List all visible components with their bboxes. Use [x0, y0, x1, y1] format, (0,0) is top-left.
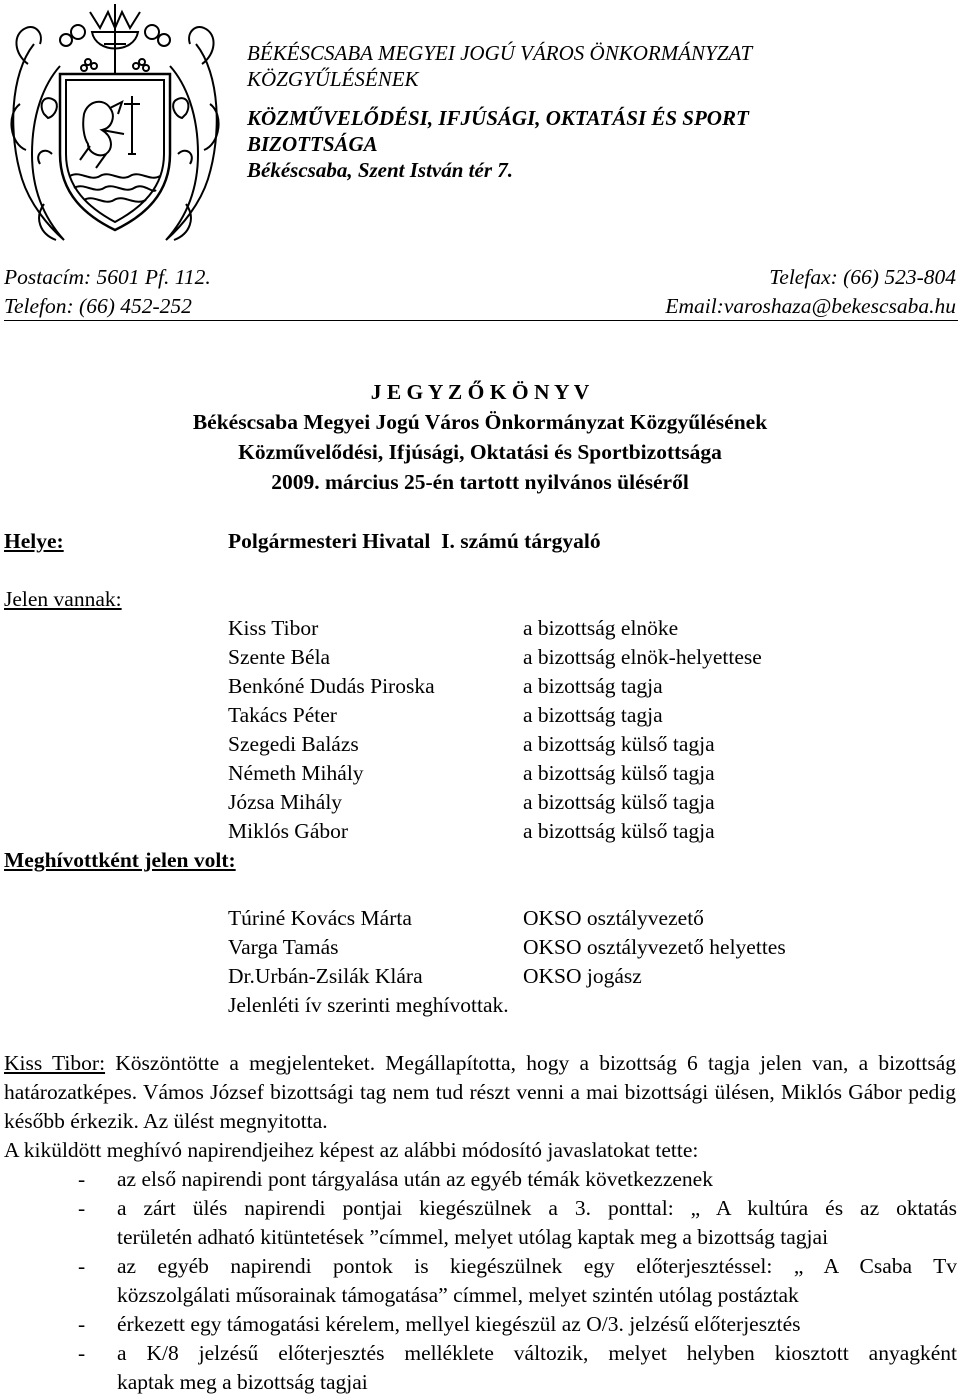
header-line-5: Békéscsaba, Szent István tér 7. — [247, 158, 514, 182]
opening-paragraph — [4, 1049, 956, 1136]
proposal-item: érkezett egy támogatási kérelem, mellyel kiegészül az O/3. jelzésű előterjesztés — [117, 1312, 801, 1336]
member-name: Benkóné Dudás Piroska — [228, 674, 435, 698]
member-role: a bizottság elnök-helyettese — [523, 645, 762, 669]
header-line-1: BÉKÉSCSABA MEGYEI JOGÚ VÁROS ÖNKORMÁNYZAT — [247, 41, 753, 65]
member-role: a bizottság külső tagja — [523, 732, 715, 756]
header-divider — [4, 320, 958, 321]
title-line-2: Békéscsaba Megyei Jogú Város Önkormányzat Közgyűlésének — [192, 410, 768, 434]
proposals-intro: A kiküldött meghívó napirendjeihez képest az alábbi módosító javaslatokat tette: — [4, 1138, 699, 1162]
proposal-item: az első napirendi pont tárgyalása után az egyéb témák következzenek — [117, 1167, 713, 1191]
proposal-item: a zárt ülés napirendi pontjai kiegészülnek a 3. ponttal: „ A kultúra és az oktatás területén adható kitüntetések ”címmel, melyet utólag kaptak meg a bizottság tagjai — [117, 1196, 957, 1249]
coat-of-arms-logo — [4, 4, 226, 252]
bullet-dash: - — [78, 1167, 86, 1191]
phone-number: Telefon: (66) 452-252 — [4, 294, 192, 318]
email-address: Email:varoshaza@bekescsaba.hu — [665, 294, 956, 318]
guest-name: Dr.Urbán-Zsilák Klára — [228, 964, 423, 988]
member-name: Józsa Mihály — [228, 790, 343, 814]
guest-name: Varga Tamás — [228, 935, 339, 959]
header-line-2: KÖZGYŰLÉSÉNEK — [247, 67, 419, 91]
title-line-4: 2009. március 25-én tartott nyilvános üléséről — [271, 470, 689, 494]
member-role: a bizottság tagja — [523, 674, 663, 698]
guest-role: OKSO osztályvezető helyettes — [523, 935, 786, 959]
member-name: Takács Péter — [228, 703, 337, 727]
invited-note: Jelenléti ív szerinti meghívottak. — [228, 993, 509, 1017]
member-name: Németh Mihály — [228, 761, 364, 785]
guest-name: Túriné Kovács Márta — [228, 906, 412, 930]
present-label: Jelen vannak: — [4, 587, 122, 611]
member-role: a bizottság külső tagja — [523, 761, 715, 785]
member-name: Szegedi Balázs — [228, 732, 359, 756]
opening-text: Köszöntötte a megjelenteket. Megállapította, hogy a bizottság 6 tagja jelen van, a bizottság határozatképes. Vámos József bizottsági tag nem tud részt venni a mai bizottsági ülésen, Miklós Gábor pedig később érkezik. Az ülést megnyitotta. — [4, 1051, 956, 1133]
postal-address: Postacím: 5601 Pf. 112. — [4, 265, 211, 289]
bullet-dash: - — [78, 1254, 86, 1278]
member-role: a bizottság külső tagja — [523, 790, 715, 814]
member-role: a bizottság külső tagja — [523, 819, 715, 843]
document-title: J E G Y Z Ő K Ö N Y V — [370, 380, 590, 404]
location-label: Helye: — [4, 529, 64, 553]
member-name: Miklós Gábor — [228, 819, 349, 843]
speaker-name: Kiss Tibor: — [4, 1051, 106, 1075]
guest-role: OKSO osztályvezető — [523, 906, 704, 930]
bullet-dash: - — [78, 1196, 86, 1220]
bullet-dash: - — [78, 1341, 86, 1365]
invited-label: Meghívottként jelen volt: — [4, 848, 236, 872]
member-name: Kiss Tibor — [228, 616, 319, 640]
location-value: Polgármesteri Hivatal I. számú tárgyaló — [228, 529, 601, 553]
proposal-item: a K/8 jelzésű előterjesztés melléklete változik, melyet helyben kiosztott anyagként kaptak meg a bizottság tagjai — [117, 1341, 957, 1394]
member-role: a bizottság elnöke — [523, 616, 679, 640]
member-role: a bizottság tagja — [523, 703, 663, 727]
title-line-3: Közművelődési, Ifjúsági, Oktatási és Sportbizottsága — [238, 440, 722, 464]
header-line-4: BIZOTTSÁGA — [247, 132, 378, 156]
guest-role: OKSO jogász — [523, 964, 642, 988]
proposal-item: az egyéb napirendi pontok is kiegészülnek egy előterjesztéssel: „ A Csaba Tv közszolgálati műsorainak támogatása” címmel, melyet szintén utólag postáztak — [117, 1254, 957, 1307]
fax-number: Telefax: (66) 523-804 — [769, 265, 956, 289]
bullet-dash: - — [78, 1312, 86, 1336]
member-name: Szente Béla — [228, 645, 331, 669]
header-line-3: KÖZMŰVELŐDÉSI, IFJÚSÁGI, OKTATÁSI ÉS SPORT — [247, 106, 749, 130]
